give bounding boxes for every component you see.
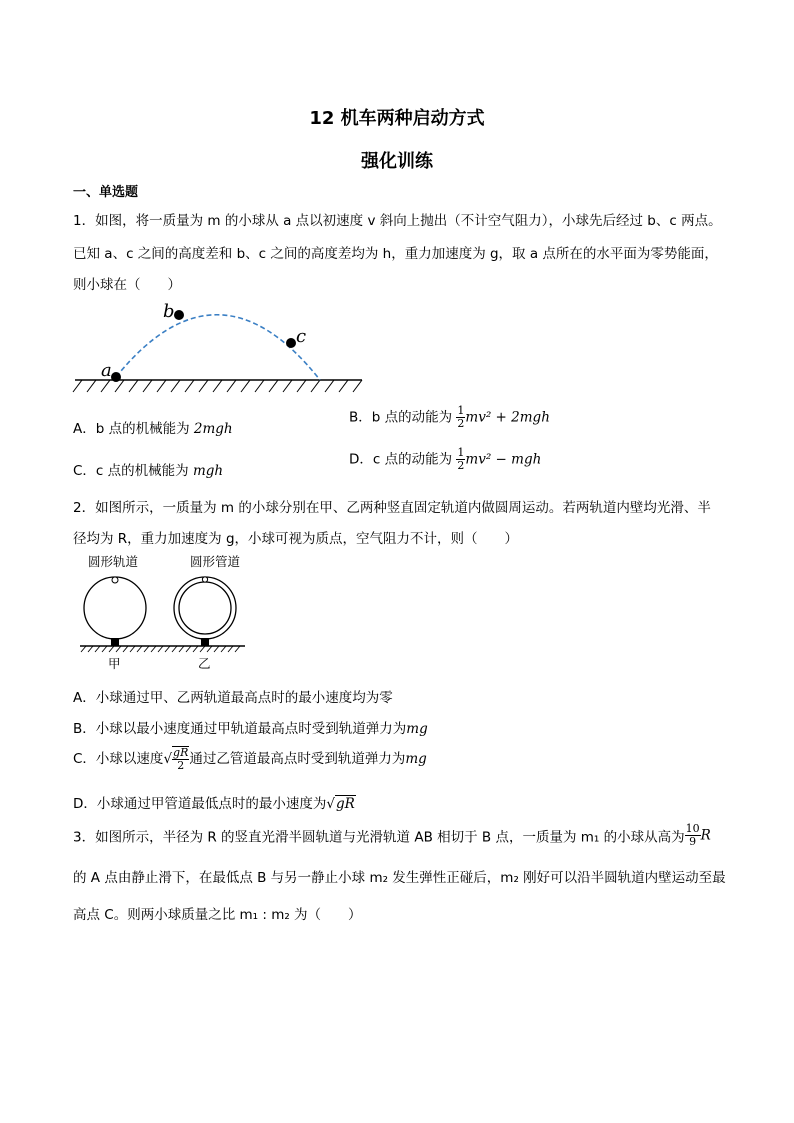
q3-line-1-text: 3．如图所示，半径为 R 的竖直光滑半圆轨道与光滑轨道 AB 相切于 B 点，一质量为 m₁ 的小球从高为 [73, 829, 685, 846]
sqrt-sign-icon: √ [163, 751, 173, 767]
q1-line-3: 则小球在（ ） [73, 277, 181, 293]
q2-option-b-text: B．小球以最小速度通过甲轨道最高点时受到轨道弹力为 [73, 721, 407, 737]
label-a: a [101, 360, 112, 381]
label-yi: 乙 [198, 656, 211, 671]
q1-option-b-expr: mv² + 2mgh [465, 409, 550, 426]
q2-option-d [73, 792, 356, 812]
page-subtitle: 强化训练 [361, 151, 433, 172]
q1-option-c-prefix: C．c 点的机械能为 [73, 463, 193, 479]
ball-jia [112, 577, 118, 583]
ball-yi [202, 577, 207, 582]
q1-option-c [73, 459, 223, 479]
label-circular-tube: 圆形管道 [190, 554, 241, 569]
q3-frac-num: 10 [685, 822, 700, 835]
q1-option-d-expr: mv² − mgh [465, 451, 542, 468]
q1-option-d [349, 447, 541, 472]
support-jia [111, 638, 119, 646]
q1-option-a [73, 417, 233, 437]
tube-outer-yi [174, 577, 236, 639]
ground-hatch-2 [81, 646, 240, 652]
q1-projectile-figure [70, 296, 370, 396]
q3-line-2: 的 A 点由静止滑下，在最低点 B 与另一静止小球 m₂ 发生弹性正碰后，m₂ 刚好可以沿半圆轨道内壁运动至最 [73, 870, 726, 886]
page-title: 12 机车两种启动方式 [309, 108, 485, 129]
q3-line-1-fraction [685, 823, 701, 848]
label-jia: 甲 [108, 656, 121, 671]
label-circular-track: 圆形轨道 [88, 554, 139, 569]
label-b: b [163, 301, 175, 322]
point-a [111, 372, 121, 382]
q1-option-d-frac-den: 2 [457, 459, 465, 472]
q2-option-c-expr: mg [405, 751, 427, 767]
q2-option-c [73, 746, 427, 772]
q1-option-a-expr: 2mgh [193, 421, 233, 437]
q3-line-3: 高点 C。则两小球质量之比 m₁ : m₂ 为（ ） [73, 907, 362, 923]
section-heading: 一、单选题 [73, 185, 139, 200]
q2-option-c-sqrt-fraction [172, 746, 189, 772]
q3-frac-den: 9 [689, 835, 697, 848]
sqrt-sign-icon-2: √ [326, 796, 336, 812]
tube-inner-yi [179, 582, 231, 634]
q1-option-a-prefix: A．b 点的机械能为 [73, 421, 194, 437]
q2-option-c-sqrt-num: gR [173, 746, 189, 759]
q2-option-d-sqrt: gR [336, 796, 355, 812]
q1-line-2: 已知 a、c 之间的高度差和 b、c 之间的高度差均为 h，重力加速度为 g，取 a 点所在的水平面为零势能面， [73, 246, 718, 262]
q1-option-b [349, 405, 550, 430]
q2-option-d-text: D．小球通过甲管道最低点时的最小速度为 [73, 796, 327, 812]
q2-line-2: 径均为 R，重力加速度为 g，小球可视为质点，空气阻力不计，则（ ） [73, 531, 519, 547]
q2-option-c-text2: 通过乙管道最高点时受到轨道弹力为 [189, 751, 406, 767]
q2-option-a: A．小球通过甲、乙两轨道最高点时的最小速度均为零 [73, 690, 393, 706]
point-c [286, 338, 296, 348]
q3-line-1-end: R [700, 827, 711, 844]
q1-option-d-frac-num: 1 [457, 446, 465, 459]
q1-option-d-prefix: D．c 点的动能为 [349, 451, 457, 468]
q1-option-b-frac-num: 1 [457, 404, 465, 417]
q1-line-1: 1．如图，将一质量为 m 的小球从 a 点以初速度 v 斜向上抛出（不计空气阻力），小球先后经过 b、c 两点。 [73, 213, 722, 229]
q2-option-c-text1: C．小球以速度 [73, 751, 164, 767]
q1-option-c-expr: mgh [192, 463, 224, 479]
q2-option-b-expr: mg [406, 721, 428, 737]
point-b [174, 310, 184, 320]
q3-line-1 [73, 823, 711, 848]
label-c: c [296, 326, 307, 347]
support-yi [201, 638, 209, 646]
q1-option-b-frac-den: 2 [457, 417, 465, 430]
q1-option-b-prefix: B．b 点的动能为 [349, 409, 457, 426]
circular-track-jia [84, 577, 146, 639]
q2-option-b [73, 717, 428, 737]
q2-option-c-sqrt-den: 2 [177, 759, 185, 772]
q2-line-1: 2．如图所示，一质量为 m 的小球分别在甲、乙两种竖直固定轨道内做圆周运动。若两轨道内壁均光滑、半 [73, 500, 711, 516]
q2-track-figure [80, 552, 255, 674]
